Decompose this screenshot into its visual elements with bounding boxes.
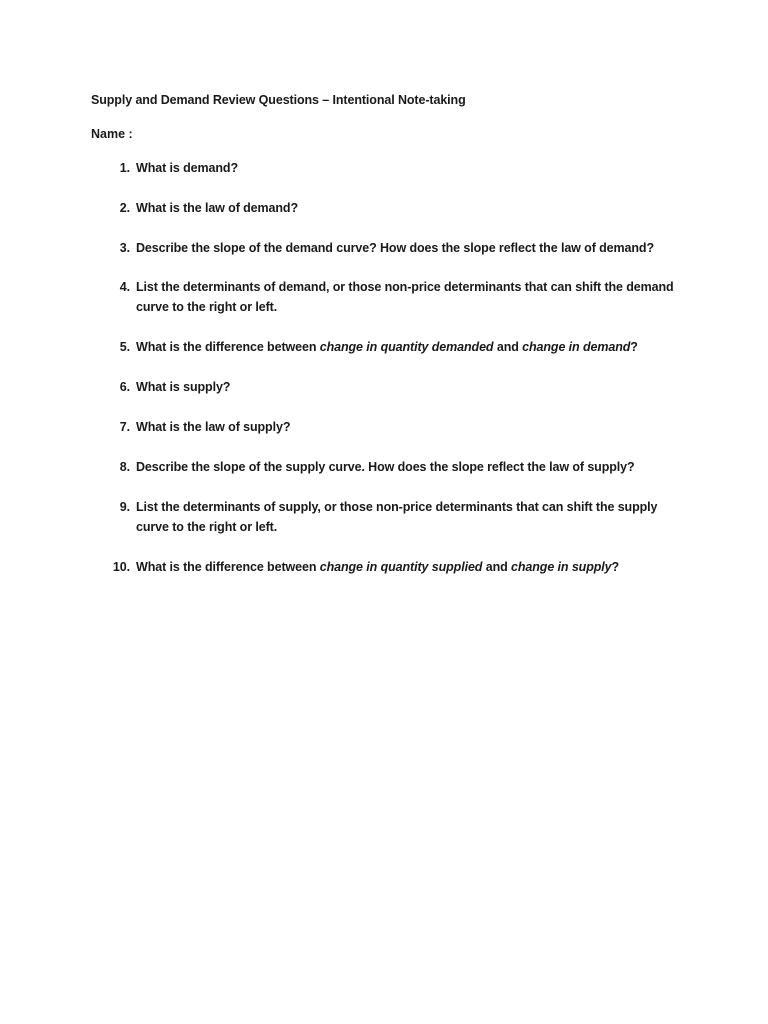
question-number: 3. <box>119 241 130 255</box>
question-number: 5. <box>119 340 130 354</box>
question-number: 9. <box>119 500 130 514</box>
question-text <box>136 457 676 477</box>
question-text-emphasis: change in supply <box>511 560 612 574</box>
question-number: 6. <box>119 380 130 394</box>
question-text-segment: Describe the slope of the demand curve? How does the slope reflect the law of demand? <box>136 241 654 255</box>
question-text <box>136 158 676 178</box>
question-text-segment: What is the difference between <box>136 340 320 354</box>
question-text <box>136 277 676 317</box>
question-text-segment: Describe the slope of the supply curve. How does the slope reflect the law of supply? <box>136 460 635 474</box>
question-text <box>136 198 676 218</box>
question-text-emphasis: change in demand <box>522 340 631 354</box>
question-text-segment: and <box>493 340 523 354</box>
question-text <box>136 337 676 357</box>
question-text <box>136 417 676 437</box>
question-text-segment: ? <box>630 340 638 354</box>
question-text-segment: What is the difference between <box>136 560 320 574</box>
question-text-segment: What is demand? <box>136 161 238 175</box>
question-text-segment: List the determinants of demand, or those non-price determinants that can shift the demand curve to the right or left. <box>136 280 674 314</box>
question-number: 10. <box>112 560 130 574</box>
question-text-emphasis: change in quantity supplied <box>319 560 483 574</box>
name-field-label: Name : <box>91 127 133 141</box>
question-number: 1. <box>119 161 130 175</box>
question-text-segment: What is the law of demand? <box>136 201 298 215</box>
question-number: 4. <box>119 280 130 294</box>
question-text-segment: ? <box>611 560 620 574</box>
question-text-segment: What is the law of supply? <box>136 420 291 434</box>
question-number: 2. <box>119 201 130 215</box>
question-text <box>136 238 676 258</box>
document-title: Supply and Demand Review Questions – Intentional Note-taking <box>91 93 466 107</box>
question-text-segment: List the determinants of supply, or those non-price determinants that can shift the supply curve to the right or left. <box>136 500 658 534</box>
question-text <box>136 497 676 537</box>
question-text-segment: What is supply? <box>136 380 231 394</box>
question-number: 8. <box>119 460 130 474</box>
question-text <box>136 557 676 577</box>
question-text-emphasis: change in quantity demanded <box>319 340 494 354</box>
question-text <box>136 377 676 397</box>
question-text-segment: and <box>482 560 512 574</box>
question-number: 7. <box>119 420 130 434</box>
